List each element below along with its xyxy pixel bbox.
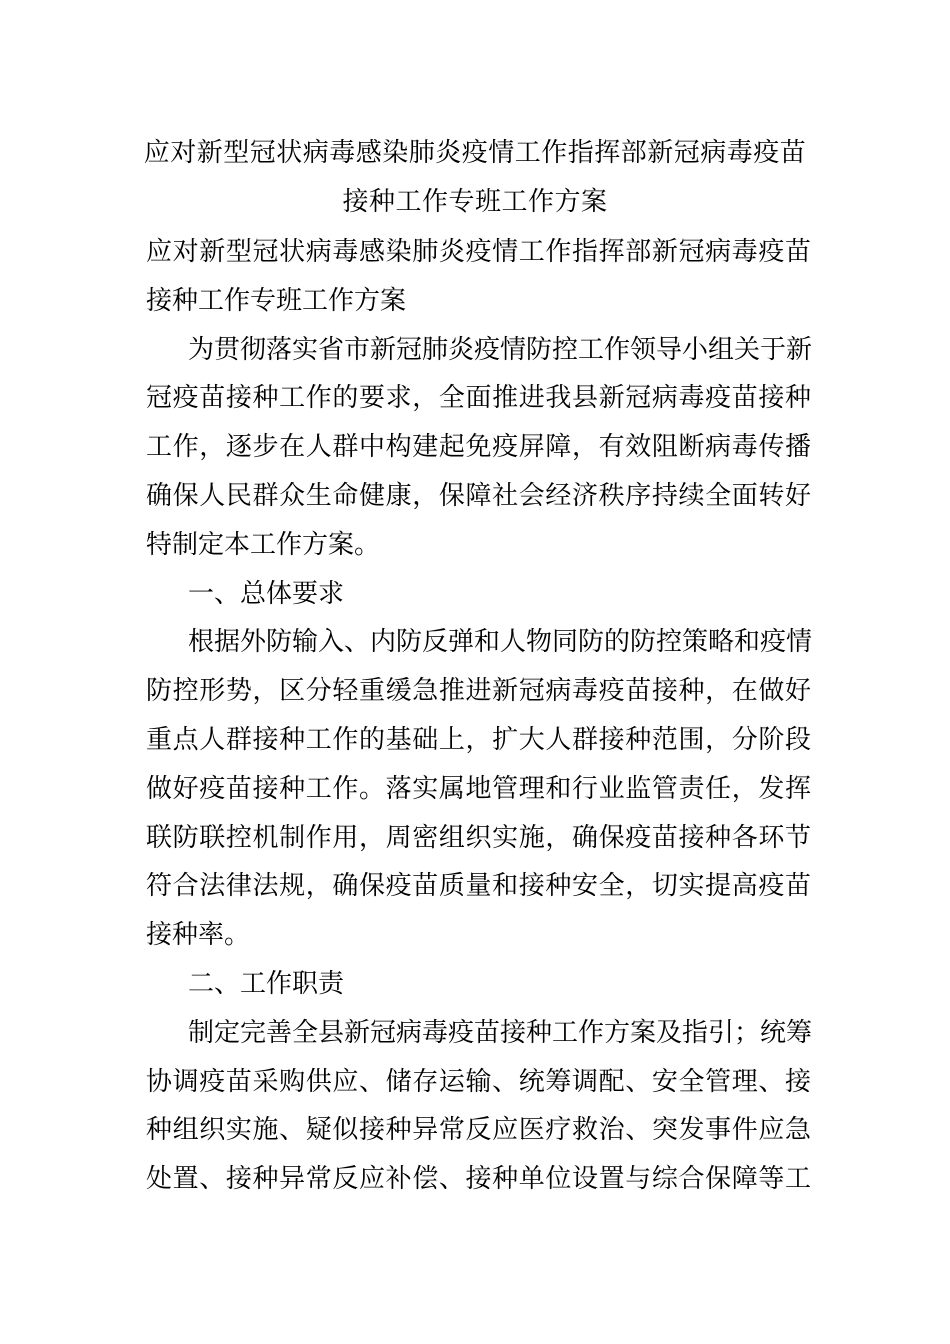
body-text-line: 符合法律法规，确保疫苗质量和接种安全，切实提高疫苗	[146, 871, 811, 902]
body-text-line: 应对新型冠状病毒感染肺炎疫情工作指挥部新冠病毒疫苗	[146, 237, 811, 267]
body-text-line: 特制定本工作方案。	[146, 529, 381, 560]
title-line-1: 应对新型冠状病毒感染肺炎疫情工作指挥部新冠病毒疫苗	[143, 138, 807, 168]
body-text-line: 为贯彻落实省市新冠肺炎疫情防控工作领导小组关于新	[188, 334, 813, 365]
body-text-line: 接种率。	[146, 920, 251, 951]
body-text-line: 工作，逐步在人群中构建起免疫屏障，有效阻断病毒传播	[146, 432, 811, 463]
body-text-line: 重点人群接种工作的基础上，扩大人群接种范围，分阶段	[146, 724, 811, 755]
body-text-line: 种组织实施、疑似接种异常反应医疗救治、突发事件应急	[146, 1115, 811, 1146]
body-text-line: 防控形势，区分轻重缓急推进新冠病毒疫苗接种，在做好	[146, 676, 811, 707]
document-title	[100, 128, 850, 226]
body-text-line: 联防联控机制作用，周密组织实施，确保疫苗接种各环节	[146, 822, 811, 853]
body-text-line: 确保人民群众生命健康，保障社会经济秩序持续全面转好	[146, 480, 811, 511]
body-text-line: 做好疫苗接种工作。落实属地管理和行业监管责任，发挥	[146, 773, 811, 804]
title-line-2: 接种工作专班工作方案	[342, 186, 608, 217]
body-text-line: 根据外防输入、内防反弹和人物同防的防控策略和疫情	[188, 627, 813, 658]
body-text-line: 一、总体要求	[188, 578, 345, 609]
body-text-line: 处置、接种异常反应补偿、接种单位设置与综合保障等工	[146, 1164, 811, 1195]
body-text-line: 接种工作专班工作方案	[146, 285, 407, 316]
body-text-line: 制定完善全县新冠病毒疫苗接种工作方案及指引；统筹	[188, 1017, 813, 1048]
body-text-line: 协调疫苗采购供应、储存运输、统筹调配、安全管理、接	[146, 1066, 811, 1097]
document-body	[146, 228, 811, 1204]
body-text-line: 二、工作职责	[188, 968, 345, 999]
body-text-line: 冠疫苗接种工作的要求，全面推进我县新冠病毒疫苗接种	[146, 383, 811, 414]
